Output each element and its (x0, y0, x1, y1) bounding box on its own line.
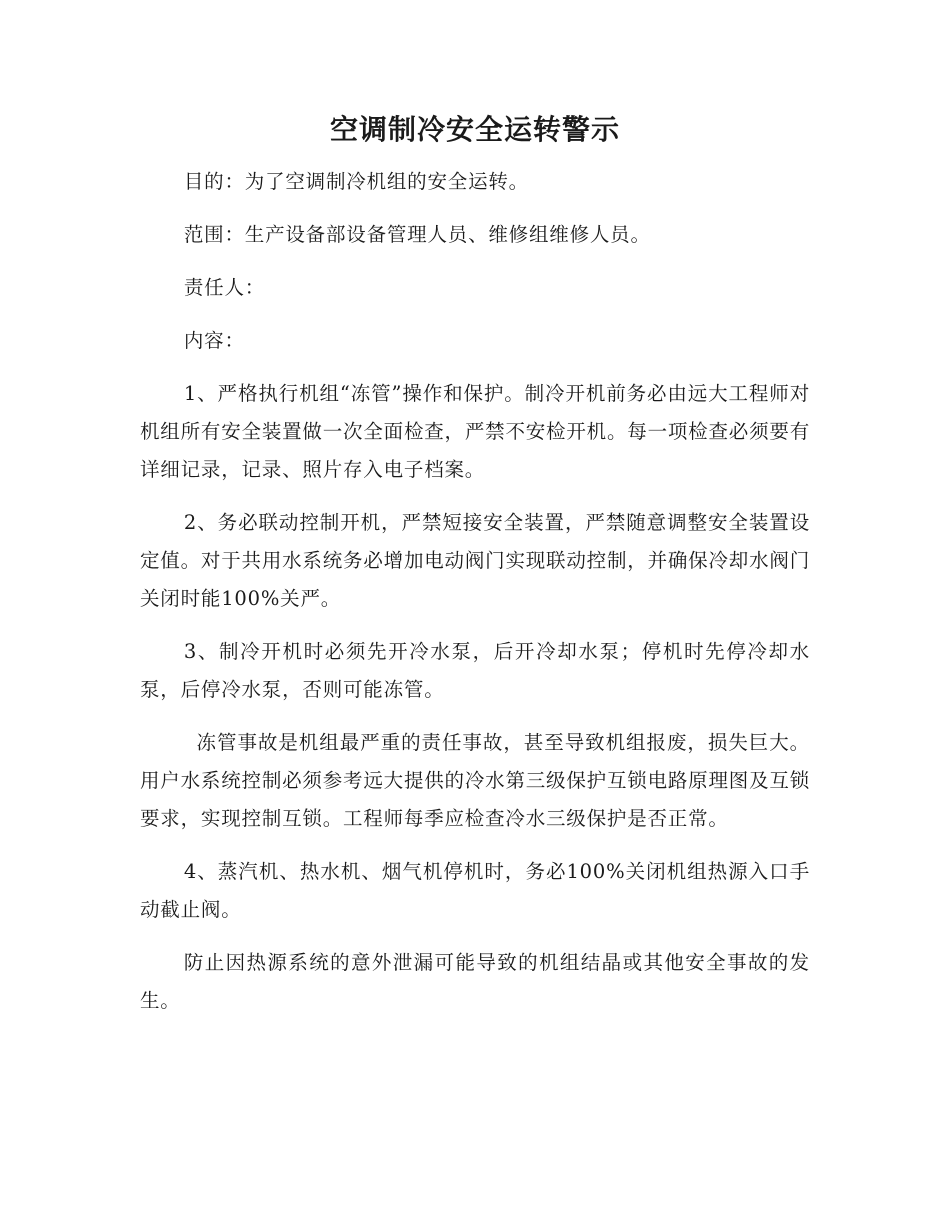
item-paragraph-2: 2、务必联动控制开机，严禁短接安全装置，严禁随意调整安全装置设定值。对于共用水系统务必增加电动阀门实现联动控制，并确保冷却水阀门关闭时能100%关严。 (140, 511, 810, 610)
responsible-paragraph: 责任人： (183, 276, 266, 299)
purpose-paragraph: 目的：为了空调制冷机组的安全运转。 (183, 170, 529, 193)
item-paragraph-1: 1、严格执行机组“冻管”操作和保护。制冷开机前务必由远大工程师对机组所有安全装置做一次全面检查，严禁不安检开机。每一项检查必须要有详细记录，记录、照片存入电子档案。 (140, 382, 810, 481)
document-body (140, 163, 810, 1035)
scope-paragraph: 范围：生产设备部设备管理人员、维修组维修人员。 (183, 223, 651, 246)
prevention-paragraph: 防止因热源系统的意外泄漏可能导致的机组结晶或其他安全事故的发生。 (140, 951, 810, 1012)
document-title: 空调制冷安全运转警示 (329, 113, 620, 146)
item-paragraph-3: 3、制冷开机时必须先开冷水泵，后开冷却水泵；停机时先停冷却水泵，后停冷水泵，否则可能冻管。 (140, 640, 810, 701)
freeze-accident-paragraph: 冻管事故是机组最严重的责任事故，甚至导致机组报废，损失巨大。用户水系统控制必须参考远大提供的冷水第三级保护互锁电路原理图及互锁要求，实现控制互锁。工程师每季应检查冷水三级保护是否正常。 (140, 731, 810, 830)
item-paragraph-4: 4、蒸汽机、热水机、烟气机停机时，务必100%关闭机组热源入口手动截止阀。 (140, 860, 810, 921)
content-label: 内容： (183, 329, 245, 352)
